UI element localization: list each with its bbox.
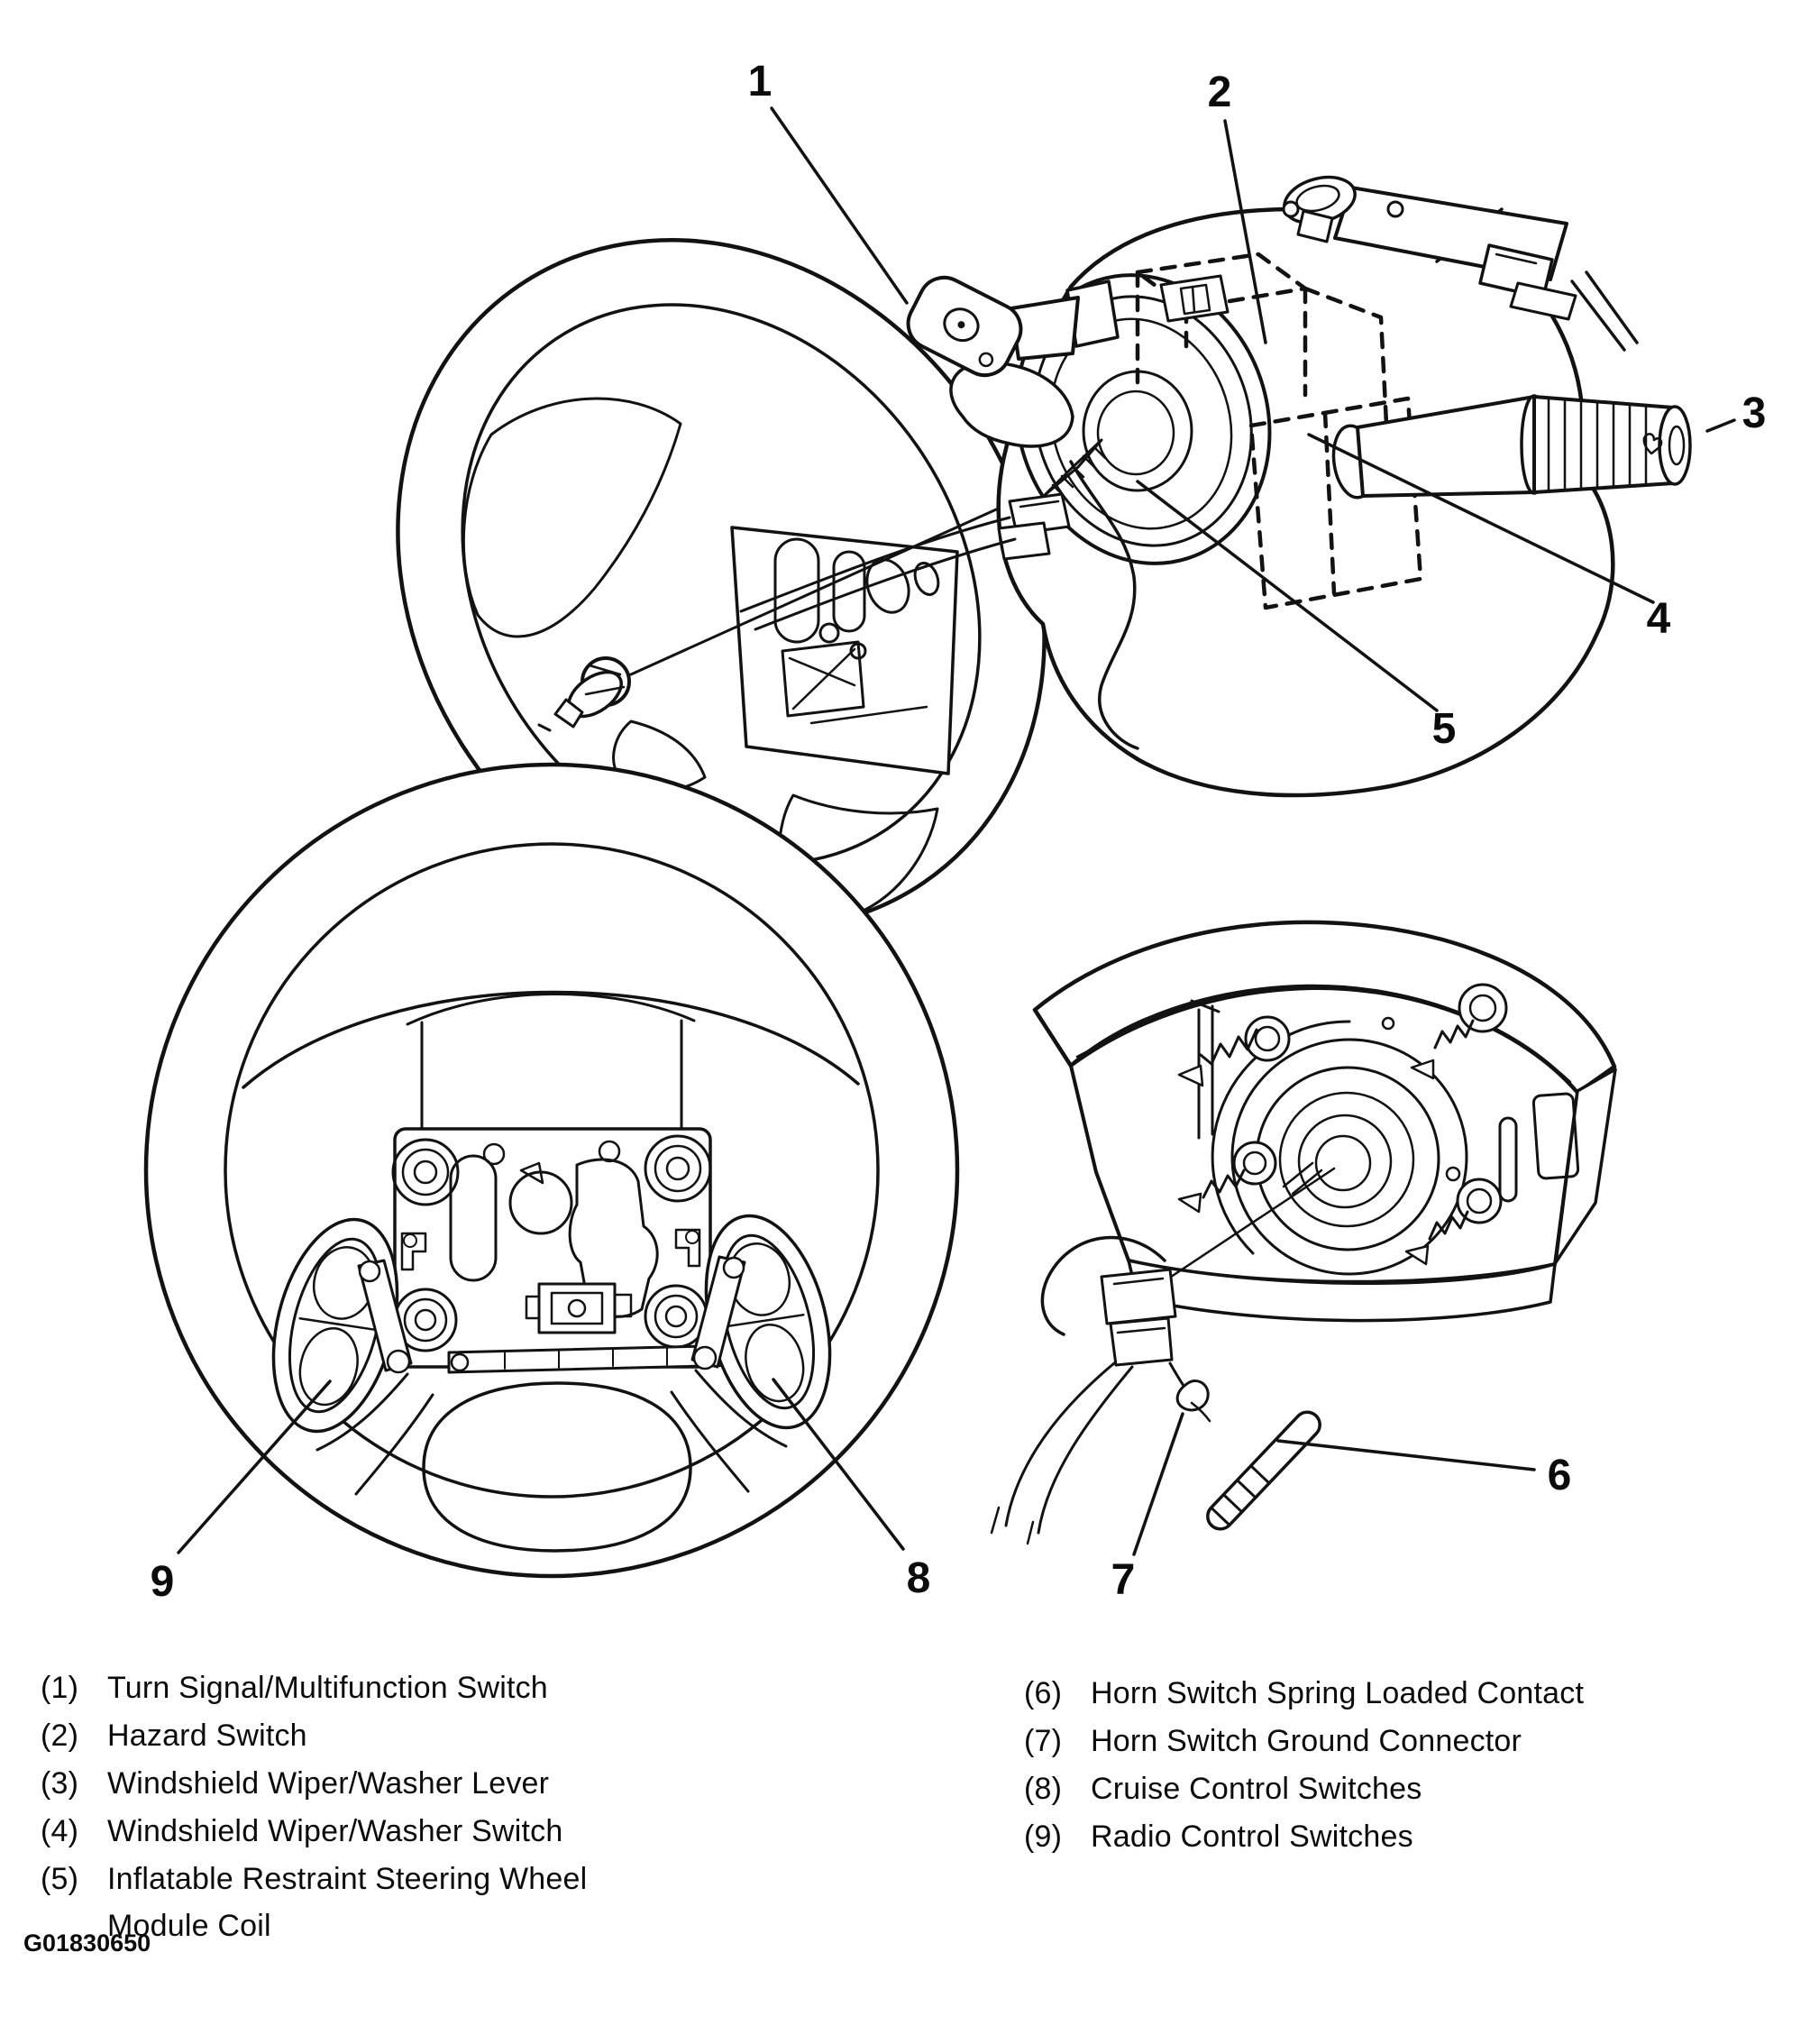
legend-label: Horn Switch Ground Connector — [1091, 1724, 1522, 1758]
callout-8: 8 — [906, 1554, 931, 1602]
legend-label: Turn Signal/Multifunction Switch — [107, 1671, 548, 1705]
legend-num: (3) — [41, 1766, 79, 1801]
legend-left-column — [41, 1664, 612, 1949]
callout-leaders-module — [1134, 1414, 1534, 1554]
callout-2: 2 — [1207, 69, 1232, 116]
legend-label: Horn Switch Spring Loaded Contact — [1091, 1676, 1585, 1710]
legend-num: (1) — [41, 1671, 79, 1705]
legend-item-9 — [1024, 1813, 1584, 1861]
callout-6: 6 — [1547, 1452, 1572, 1499]
legend-item-3 — [41, 1760, 612, 1808]
legend-item-6 — [1024, 1670, 1584, 1718]
callout-3: 3 — [1742, 390, 1767, 437]
legend-num: (2) — [41, 1719, 79, 1753]
legend-label: Hazard Switch — [107, 1719, 307, 1753]
callout-5: 5 — [1431, 705, 1457, 753]
figure-id: G01830650 — [23, 1929, 151, 1957]
legend-item-4 — [41, 1808, 612, 1856]
legend-label: Inflatable Restraint Steering Wheel Module Coil — [107, 1862, 588, 1943]
callout-7: 7 — [1111, 1556, 1136, 1604]
airbag-module-rear-view — [992, 922, 1615, 1604]
legend-label: Windshield Wiper/Washer Switch — [107, 1814, 563, 1848]
legend-num: (5) — [41, 1862, 79, 1896]
legend-label: Radio Control Switches — [1091, 1819, 1413, 1854]
legend-num: (6) — [1024, 1676, 1063, 1710]
legend-item-8 — [1024, 1765, 1584, 1813]
callout-4: 4 — [1646, 595, 1671, 643]
callout-1: 1 — [747, 58, 773, 105]
legend-num: (4) — [41, 1814, 79, 1848]
legend-right-column — [1024, 1670, 1584, 1861]
legend-item-2 — [41, 1712, 612, 1760]
steering-wheel-front-view — [146, 765, 957, 1606]
legend-label: Cruise Control Switches — [1091, 1772, 1422, 1806]
legend-num: (9) — [1024, 1819, 1063, 1854]
legend-item-7 — [1024, 1718, 1584, 1765]
callout-9: 9 — [150, 1558, 175, 1606]
legend-label: Windshield Wiper/Washer Lever — [107, 1766, 550, 1801]
legend-item-1 — [41, 1664, 612, 1712]
legend-num: (8) — [1024, 1772, 1063, 1806]
horn-switch-spring-contact — [1202, 1407, 1325, 1534]
hazard-switch-pocket — [1161, 276, 1228, 321]
legend-num: (7) — [1024, 1724, 1063, 1758]
